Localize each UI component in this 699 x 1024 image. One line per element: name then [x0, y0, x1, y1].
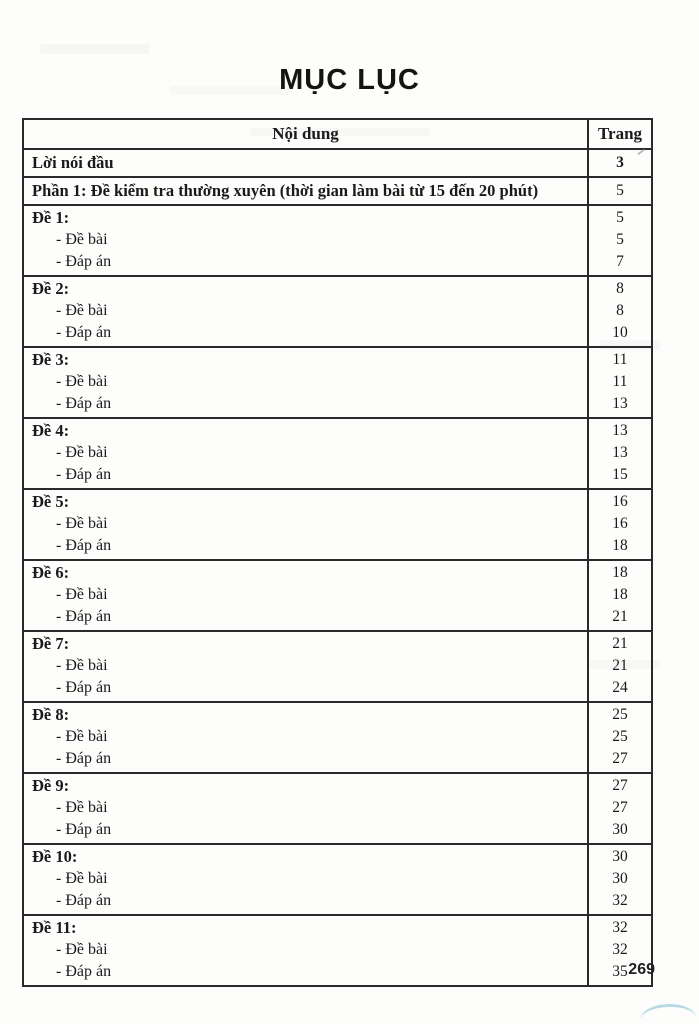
exam-block-page-cell	[588, 205, 652, 276]
exam-sub-item-page: 13	[612, 444, 628, 461]
exam-sub-item: - Đề bài	[56, 444, 108, 461]
exam-block-page-cell	[588, 560, 652, 631]
exam-block-page-cell	[588, 418, 652, 489]
exam-sub-item-page: 10	[612, 324, 628, 341]
exam-sub-item: - Đáp án	[56, 821, 112, 838]
exam-sub-item: - Đáp án	[56, 892, 112, 909]
exam-block-page-cell	[588, 844, 652, 915]
exam-sub-item: - Đáp án	[56, 253, 112, 270]
exam-block-content-cell	[23, 560, 588, 631]
exam-title-page: 27	[612, 777, 628, 794]
exam-block-content-cell	[23, 702, 588, 773]
exam-sub-item-page: 15	[612, 466, 628, 483]
exam-block-row	[23, 418, 652, 489]
exam-block-row	[23, 631, 652, 702]
exam-title: Đề 6:	[32, 563, 70, 582]
exam-block-content-cell	[23, 915, 588, 986]
exam-sub-item: - Đề bài	[56, 586, 108, 603]
exam-sub-item: - Đáp án	[56, 466, 112, 483]
exam-block-content-cell	[23, 276, 588, 347]
exam-sub-item-page: 18	[612, 537, 628, 554]
exam-sub-item-page: 25	[612, 728, 628, 745]
exam-sub-item: - Đáp án	[56, 679, 112, 696]
toc-row-page: 5	[588, 177, 652, 205]
exam-block-content-cell	[23, 418, 588, 489]
exam-title-page: 30	[612, 848, 628, 865]
exam-sub-item: - Đề bài	[56, 941, 108, 958]
exam-title-page: 16	[612, 493, 628, 510]
exam-title: Đề 1:	[32, 208, 70, 227]
exam-title: Đề 8:	[32, 705, 70, 724]
toc-row-page: 3	[588, 149, 652, 177]
exam-sub-item: - Đáp án	[56, 963, 112, 980]
exam-sub-item-page: 35	[612, 963, 628, 980]
exam-block-row	[23, 489, 652, 560]
exam-block-page-cell	[588, 276, 652, 347]
exam-sub-item: - Đáp án	[56, 395, 112, 412]
exam-block-row	[23, 560, 652, 631]
exam-sub-item-page: 7	[616, 253, 624, 270]
exam-title-page: 21	[612, 635, 628, 652]
exam-sub-item-page: 27	[612, 750, 628, 767]
exam-block-row	[23, 276, 652, 347]
exam-sub-item: - Đề bài	[56, 870, 108, 887]
exam-sub-item: - Đáp án	[56, 750, 112, 767]
toc-row-label: Lời nói đầu	[23, 149, 588, 177]
exam-block-content-cell	[23, 205, 588, 276]
exam-block-page-cell	[588, 489, 652, 560]
exam-title-page: 5	[616, 209, 624, 226]
content-column-header: Nội dung	[23, 119, 588, 149]
toc-simple-row	[23, 149, 652, 177]
exam-block-content-cell	[23, 489, 588, 560]
exam-title-page: 25	[612, 706, 628, 723]
exam-sub-item-page: 18	[612, 586, 628, 603]
exam-block-row	[23, 915, 652, 986]
exam-sub-item-page: 5	[616, 231, 624, 248]
exam-title-page: 11	[612, 351, 628, 368]
exam-sub-item: - Đề bài	[56, 515, 108, 532]
exam-sub-item-page: 21	[612, 608, 628, 625]
exam-block-content-cell	[23, 773, 588, 844]
scan-artifact	[640, 1003, 696, 1020]
exam-sub-item-page: 11	[612, 373, 628, 390]
exam-title: Đề 7:	[32, 634, 70, 653]
exam-title: Đề 9:	[32, 776, 70, 795]
scan-artifact	[40, 44, 150, 54]
exam-block-content-cell	[23, 347, 588, 418]
exam-sub-item: - Đáp án	[56, 324, 112, 341]
exam-sub-item-page: 21	[612, 657, 628, 674]
toc-row-label: Phần 1: Đề kiểm tra thường xuyên (thời gian làm bài từ 15 đến 20 phút)	[23, 177, 588, 205]
toc-simple-row	[23, 177, 652, 205]
exam-title: Đề 10:	[32, 847, 78, 866]
toc-header-row	[23, 119, 652, 149]
exam-title-page: 13	[612, 422, 628, 439]
exam-sub-item-page: 13	[612, 395, 628, 412]
exam-sub-item-page: 16	[612, 515, 628, 532]
exam-block-row	[23, 205, 652, 276]
exam-block-page-cell	[588, 347, 652, 418]
exam-sub-item-page: 30	[612, 870, 628, 887]
exam-sub-item-page: 32	[612, 941, 628, 958]
page-column-header: Trang	[588, 119, 652, 149]
page-title: MỤC LỤC	[279, 64, 420, 96]
exam-title: Đề 3:	[32, 350, 70, 369]
exam-sub-item: - Đáp án	[56, 608, 112, 625]
exam-sub-item-page: 8	[616, 302, 624, 319]
exam-block-row	[23, 844, 652, 915]
exam-sub-item: - Đề bài	[56, 373, 108, 390]
exam-block-page-cell	[588, 702, 652, 773]
exam-sub-item-page: 24	[612, 679, 628, 696]
page-number: 269	[628, 961, 655, 978]
exam-sub-item: - Đề bài	[56, 231, 108, 248]
exam-block-content-cell	[23, 631, 588, 702]
exam-sub-item: - Đề bài	[56, 728, 108, 745]
exam-sub-item: - Đề bài	[56, 302, 108, 319]
exam-sub-item-page: 32	[612, 892, 628, 909]
exam-title-page: 8	[616, 280, 624, 297]
exam-title: Đề 5:	[32, 492, 70, 511]
exam-block-page-cell	[588, 773, 652, 844]
exam-block-row	[23, 347, 652, 418]
exam-sub-item: - Đáp án	[56, 537, 112, 554]
exam-sub-item-page: 27	[612, 799, 628, 816]
exam-title-page: 18	[612, 564, 628, 581]
exam-sub-item: - Đề bài	[56, 799, 108, 816]
exam-block-page-cell	[588, 631, 652, 702]
exam-block-content-cell	[23, 844, 588, 915]
exam-sub-item-page: 30	[612, 821, 628, 838]
exam-block-row	[23, 773, 652, 844]
exam-block-row	[23, 702, 652, 773]
exam-title: Đề 11:	[32, 918, 77, 937]
toc-table	[22, 118, 653, 987]
exam-sub-item: - Đề bài	[56, 657, 108, 674]
exam-title: Đề 2:	[32, 279, 70, 298]
exam-title: Đề 4:	[32, 421, 70, 440]
exam-title-page: 32	[612, 919, 628, 936]
